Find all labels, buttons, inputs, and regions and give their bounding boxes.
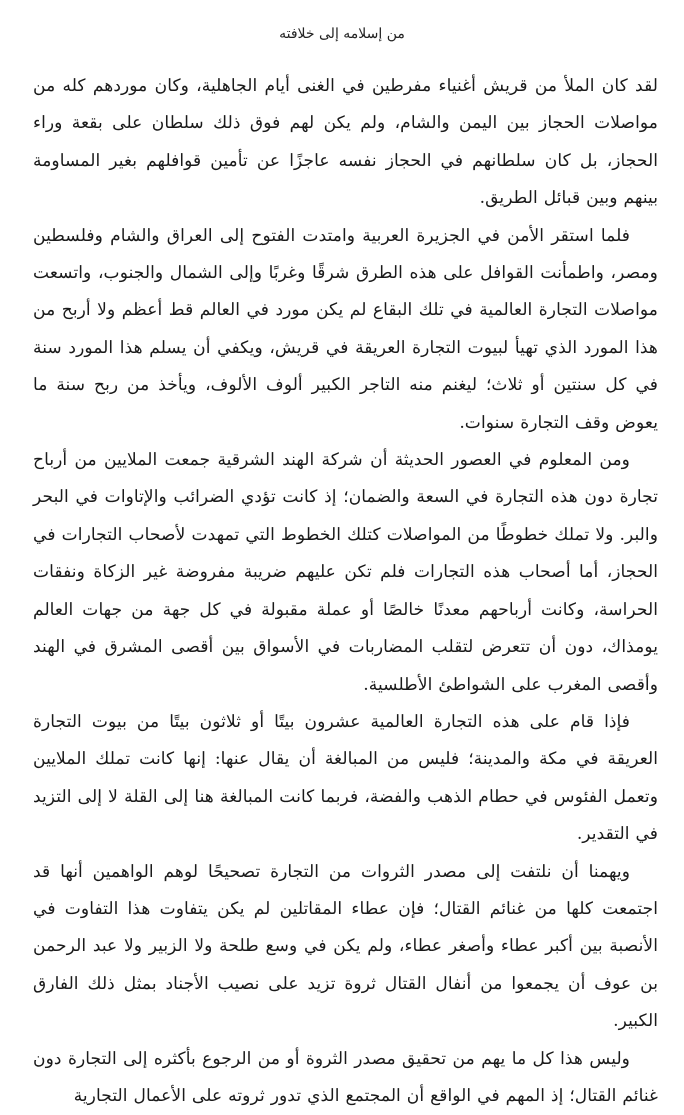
paragraph: وليس هذا كل ما يهم من تحقيق مصدر الثروة أو من الرجوع بأكثره إلى التجارة دون غنائم القتال؛ إذ المهم في الواقع أن المجتمع الذي تدور ثروته على الأعمال التجارية <box>33 1048 658 1106</box>
body-text <box>33 68 658 1115</box>
paragraph: ومن المعلوم في العصور الحديثة أن شركة الهند الشرقية جمعت الملايين من أرباح تجارة دون هذه التجارة في السعة والضمان؛ إذ كانت تؤدي الضرائب والإتاوات في البحر والبر. ولا تملك خطوطًا من المواصلات كتلك الخطوط التي تمهدت لأصحاب التجارات في الحجاز، أما أصحاب هذه التجارات فلم تكن عليهم ضريبة مفروضة غير الزكاة ونفقات الحراسة، وكانت أرباحهم معدنًا خالصًا أو عملة مقبولة في كل جهة من جهات العالم يومذاك، دون أن تتعرض لتقلب المضاربات في الأسواق بين أقصى المشرق في الهند وأقصى المغرب على الشواطئ الأطلسية. <box>33 450 658 695</box>
paragraph: فإذا قام على هذه التجارة العالمية عشرون بيتًا أو ثلاثون بيتًا من بيوت التجارة العريقة في مكة والمدينة؛ فليس من المبالغة أن يقال عنها: إنها كانت تملك الملايين وتعمل الفئوس في حطام الذهب والفضة، فربما كانت المبالغة هنا إلى القلة لا إلى التزيد في التقدير. <box>33 711 658 845</box>
paragraph: ويهمنا أن نلتفت إلى مصدر الثروات من التجارة تصحيحًا لوهم الواهمين أنها قد اجتمعت كلها من غنائم القتال؛ فإن عطاء المقاتلين لم يكن يتفاوت هذا التفاوت في الأنصبة بين أكبر عطاء وأصغر عطاء، ولم يكن في وسع طلحة ولا الزبير ولا عبد الرحمن بن عوف أن يجمعوا من أنفال القتال ثروة تزيد على نصيب الأجناد بمثل ذلك الفارق الكبير. <box>33 861 658 1032</box>
paragraph: لقد كان الملأ من قريش أغنياء مفرطين في الغنى أيام الجاهلية، وكان موردهم كله من مواصلات الحجاز بين اليمن والشام، ولم يكن لهم فوق ذلك سلطان على بقعة وراء الحجاز، بل كان سلطانهم في الحجاز نفسه عاجزًا عن تأمين قوافلهم بغير المساومة بينهم وبين قبائل الطريق. <box>33 76 658 209</box>
running-header: من إسلامه إلى خلافته <box>279 26 405 42</box>
paragraph: فلما استقر الأمن في الجزيرة العربية وامتدت الفتوح إلى العراق والشام وفلسطين ومصر، واطمأنت القوافل على هذه الطرق شرقًا وغربًا وإلى الشمال والجنوب، واتسعت مواصلات التجارة العالمية في تلك البقاع لم يكن مورد في العالم قط أعظم ولا أربح من هذا المورد الذي تهيأ لبيوت التجارة العريقة في قريش، ويكفي أن يسلم هذا المورد سنة في كل سنتين أو ثلاث؛ ليغنم منه التاجر الكبير ألوف الألوف، ويأخذ من ربح سنة ما يعوض وقف التجارة سنوات. <box>33 225 658 433</box>
